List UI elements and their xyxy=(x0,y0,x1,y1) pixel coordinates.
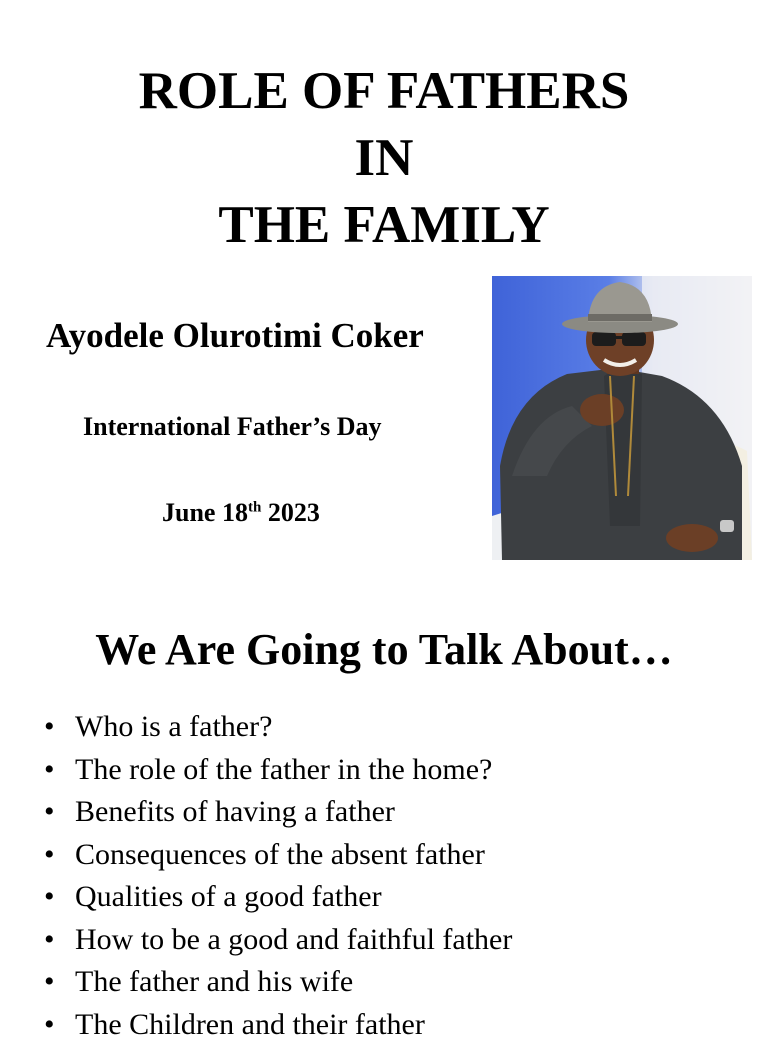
bullet-icon: • xyxy=(44,919,55,962)
title-line-1: ROLE OF FATHERS xyxy=(0,58,768,125)
agenda-item xyxy=(44,919,512,962)
agenda-item-text: Qualities of a good father xyxy=(75,880,382,913)
agenda-heading: We Are Going to Talk About… xyxy=(0,624,768,675)
agenda-item-text: Benefits of having a father xyxy=(75,795,395,828)
agenda-list xyxy=(44,706,512,1046)
agenda-item-text: The role of the father in the home? xyxy=(75,753,492,786)
date-year: 2023 xyxy=(261,498,320,527)
agenda-item-text: How to be a good and faithful father xyxy=(75,923,512,956)
date-day: June 18 xyxy=(162,498,248,527)
bullet-icon: • xyxy=(44,961,55,1004)
agenda-item xyxy=(44,876,512,919)
author-name: Ayodele Olurotimi Coker xyxy=(46,316,424,356)
event-name: International Father’s Day xyxy=(83,412,381,442)
bullet-icon: • xyxy=(44,749,55,792)
agenda-item xyxy=(44,834,512,877)
agenda-item-text: Who is a father? xyxy=(75,710,272,743)
bullet-icon: • xyxy=(44,876,55,919)
portrait-photo xyxy=(492,276,752,560)
title-line-3: THE FAMILY xyxy=(0,192,768,259)
bullet-icon: • xyxy=(44,1004,55,1046)
agenda-item xyxy=(44,749,512,792)
agenda-item-text: The father and his wife xyxy=(75,965,353,998)
title-line-2: IN xyxy=(0,125,768,192)
agenda-slide xyxy=(0,600,768,1024)
agenda-item xyxy=(44,706,512,749)
portrait-illustration xyxy=(492,276,752,560)
agenda-item xyxy=(44,961,512,1004)
date-ordinal-suffix: th xyxy=(248,499,261,515)
agenda-item xyxy=(44,1004,512,1046)
event-date xyxy=(162,498,320,528)
agenda-item-text: Consequences of the absent father xyxy=(75,838,485,871)
slide-title xyxy=(0,58,768,259)
bullet-icon: • xyxy=(44,791,55,834)
bullet-icon: • xyxy=(44,706,55,749)
bullet-icon: • xyxy=(44,834,55,877)
agenda-item-text: The Children and their father xyxy=(75,1008,425,1041)
agenda-item xyxy=(44,791,512,834)
